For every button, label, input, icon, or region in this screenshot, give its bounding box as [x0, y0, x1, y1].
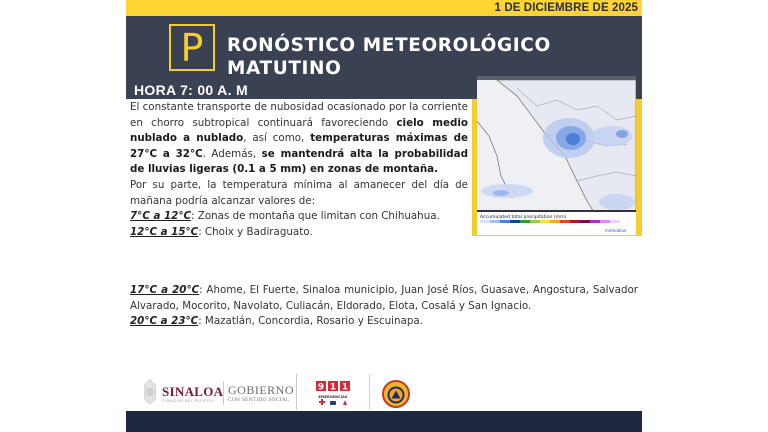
svg-text:1: 1 — [341, 382, 349, 393]
footer-logos — [126, 378, 642, 411]
range-label: 7°C a 12°C — [130, 210, 192, 223]
gobierno-logo-subtitle: CON SENTIDO SOCIAL — [228, 397, 290, 403]
range-label: 12°C a 15°C — [130, 225, 199, 238]
divider — [223, 381, 224, 405]
range-places: : Choix y Badiraguato. — [198, 225, 313, 238]
range-label: 17°C a 20°C — [130, 284, 200, 296]
range-item — [130, 225, 468, 241]
range-places: : Ahome, El Fuerte, Sinaloa municipio, Juan José Ríos, Guasave, Angostura, Salvador Alvarado, Mocorito, Navolato, Culiacán, Eldorado, Elota, Cosalá y San Ignacio. — [130, 284, 639, 312]
rain-probability: se mantendrá alta la probabilidad de lluvias ligeras (0.1 a 5 mm) en zonas de montaña. — [130, 147, 468, 176]
sinaloa-logo-text: SINALOA — [162, 384, 224, 399]
gobierno-logo-text: GOBIERNO — [228, 383, 294, 397]
range-label: 20°C a 23°C — [130, 315, 199, 328]
forecast-card — [126, 0, 642, 432]
civil-protection-logo — [382, 380, 410, 408]
sinaloa-seal-icon — [142, 378, 158, 406]
forecast-time: HORA 7: 00 A. M — [134, 82, 248, 98]
title-initial-box — [169, 24, 215, 71]
page-title-line1: RONÓSTICO METEOROLÓGICO — [227, 35, 551, 56]
range-places: : Mazatlán, Concordia, Rosario y Escuinapa. — [198, 315, 423, 328]
sinaloa-logo-subtitle: CORAZÓN DEL PACÍFICO — [162, 399, 215, 403]
precipitation-map — [477, 76, 636, 235]
divider — [296, 374, 297, 410]
min-temp-intro: Por su parte, la temperatura mínima al amanecer del día de mañana podría alcanzar valores de: — [130, 178, 468, 207]
title-initial: P — [180, 26, 204, 70]
sky-condition: cielo medio nublado a nublado — [130, 116, 468, 145]
svg-text:EMERGENCIAS: EMERGENCIAS — [318, 395, 348, 399]
range-item — [130, 209, 468, 225]
footer-bar — [126, 411, 642, 432]
emergency-911-logo — [316, 381, 350, 409]
forecast-ranges-wide — [130, 283, 638, 330]
range-item — [130, 283, 638, 314]
date-label: 1 DE DICIEMBRE DE 2025 — [494, 2, 638, 14]
map-legend-title: Accumulated total precipitation (mm) — [480, 215, 567, 220]
forecast-summary — [130, 100, 468, 240]
max-temperatures: temperaturas máximas de 27°C a 32°C — [130, 132, 468, 160]
divider — [369, 374, 370, 410]
svg-text:9: 9 — [317, 382, 325, 393]
summary-paragraph: El constante transporte de nubosidad ocasionado por la corriente en chorro subtropical continuará favoreciendo cielo medio nublado a nublado, así como, temperaturas máximas de 27°C a 32°C. Además, se mantendrá alta la probabilidad de lluvias ligeras (0.1 a 5 mm) en zonas de montaña. — [130, 101, 468, 176]
range-places: : Zonas de montaña que limitan con Chihuahua. — [191, 210, 440, 223]
range-item — [130, 314, 638, 330]
date-bar — [126, 0, 642, 16]
map-image — [477, 76, 636, 235]
page-title-line2: MATUTINO — [227, 58, 342, 79]
map-brand: meteoblue — [605, 228, 627, 233]
svg-text:1: 1 — [329, 382, 337, 393]
